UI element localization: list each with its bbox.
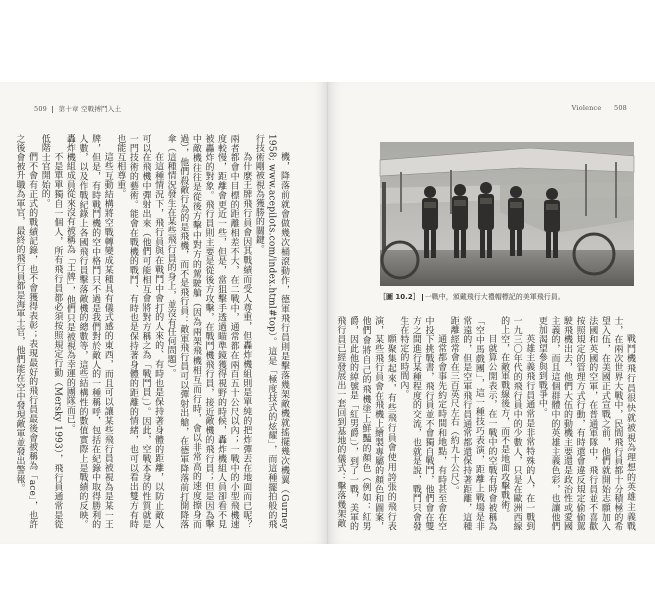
right-paragraph: 戰鬥機飛行員很快就被視為理想的英雄主義戰士，在兩次世界大戰中，民間飛行員都十分積極的希望入伍，在美國正式宣戰之前，他們就開始志願加入法國和英國的空軍，在普通軍隊中，飛行員並不喜歡按照規定的管理方式行動，有時還會違反規定偷偷駕駛飛機出去，他們大伍的動機主要還是政治性或愛國主義的，而且這個群體中的英雄主義色彩，也讓他們更加渴望參與到戰爭中。 <box>536 316 635 531</box>
right-page-number: 508 <box>613 104 627 112</box>
right-page-header <box>572 104 627 112</box>
photo-caption <box>379 292 565 302</box>
book-spread <box>0 82 655 544</box>
left-page-number: 509 <box>34 105 48 113</box>
left-running-head: 第十章 空戰搏鬥入土 <box>58 105 122 113</box>
figure-number: ［圖 10.2］ <box>379 293 420 301</box>
left-paragraph: 為什麼王牌飛行員會因其戰績而受人尊重，但轟炸機組則是單純的把炸彈丟在地面而已呢？兩者都會中目標的距離相差不大，在二戰中，通常都在兩百五十公尺以內；一戰中的小型飛機速度較慢，距離會更近一些，但是，當狙擊手透過瞄準鏡獲得視野的時候，轟炸機組人員卻看不見被轟炸的對象。飛行員則主要是從後方攻擊，在戰鬥機飛行員，接近敵機的飛行員；但是因為擊中敵機往往是從後方擊中對方的駕駛艙（因為兩架飛機相互而行時，會以非常高的速度擦身而過），他們殺敵行為的是飛機，而不是飛行員：敵軍飛行員可以彈射出艙，在德軍降落前打開降落傘（這種情況發生在某些飛行員的身上，並沒有任何問題）。 <box>165 134 252 529</box>
historical-photo <box>380 142 634 286</box>
caption-bar <box>422 294 423 301</box>
aviators-photo-image <box>380 142 634 286</box>
left-page <box>0 82 327 544</box>
right-paragraph: 願聚集起來，有些飛行員會使用誇張的飛行表演，某些飛行員會在飛機上繪製專屬的顏色和圖案，他們會將自己的飛機塗上鮮豔的顏色（例如：紅男爵，因此他的綽號是「紅男爵」），到了一戰，美軍的飛行員已經發展出一套回到基地的儀式：擊落幾架敵 <box>335 316 396 531</box>
left-paragraph: 這些互動結構將空戰轉變成某種具有儀式感的東西，而且可以讓某些飛行員被視為是某一王牌，但是，有時戰鬥機的空中格鬥只不過是我們對於敵人的一種稱呼，包括在紀錄中取得勝利的人數，以及作戰紀錄上各國飛行員擊落敵機的總數等，這些結構性的數值實際上是戰績的反映。轟炸機組成員從來沒有被稱為「王牌」，他們只是被視為幸運的團隊而已。 <box>64 134 113 529</box>
right-paragraph: 通常都會事先約定時間和地點，有時甚至會在空中投下挑戰書，飛行員並不會獨自戰鬥，他們會在雙方之間進行某種程度的交流，也就是說，戰鬥只會發生在特定的時間內。 <box>398 316 447 531</box>
right-page-body <box>335 316 636 531</box>
right-paragraph: 目就算公開表示，在一戰中的空戰有時會被稱為「空中馬戲團」，這一種技巧表演，距離上戰場是非常遠的，但是空軍飛行員通常都還保持著距離，這種距離經常會在三百英尺左右（約九十公尺）。 <box>448 316 497 531</box>
left-paragraph: 機，降落前就會做幾次桶滾動作，德軍飛行員則是擊落幾架敵機就搖擺幾次機翼（Gurney 1958; www.acepilots.com/index.html#top）。這是「極度技式的炫耀」，而這種擺拍般的飛行技術剛被視為獲勝的關鍵。 <box>253 134 289 529</box>
figure-caption-text: 一戰中，頒戴飛行大禮帽標記的美軍飛行員。 <box>424 293 565 301</box>
right-paragraph: 英雄主義飛行員通常是非常特殊的人，在一戰到一九三〇年代的飛行員中的少數人，只是在歐洲西線的上空，在敵軍戰線後方，而不是地面攻擊戰術。 <box>499 316 535 531</box>
left-paragraph: 不是單單獨自一個人，所有飛行員都必須按照規定行動（Mersky 1993），飛行員通常是從低階士官開始的。 <box>39 134 63 529</box>
left-paragraph: 在這種情況下，飛行員與在戰鬥中會打的人來的、有時也是保持著身體的距離，以防止敵人可以在飛機中彈射出來（他們可能相互會將對方稱之為「戰鬥員」）。因此，空戰本身的性質就是一門技術的藝術。能會在戰機的戰鬥、有時也是保持著身體的距離的情緒，也可以看出雙方有時也能互相尊重。 <box>115 134 164 529</box>
left-page-header <box>34 104 121 113</box>
left-page-body <box>14 134 290 529</box>
right-running-head: Violence <box>571 104 602 112</box>
left-paragraph: 們不會有正式的戰績記錄，也不會獲得表彰；表現最好的飛行員最後會被稱為「ace」，也許之後會被升職為軍官，最終的飛行員都是海軍士官，他們能在空中發現敵軍並發出警報。 <box>14 134 38 529</box>
right-page <box>328 82 655 544</box>
header-separator <box>52 106 53 113</box>
